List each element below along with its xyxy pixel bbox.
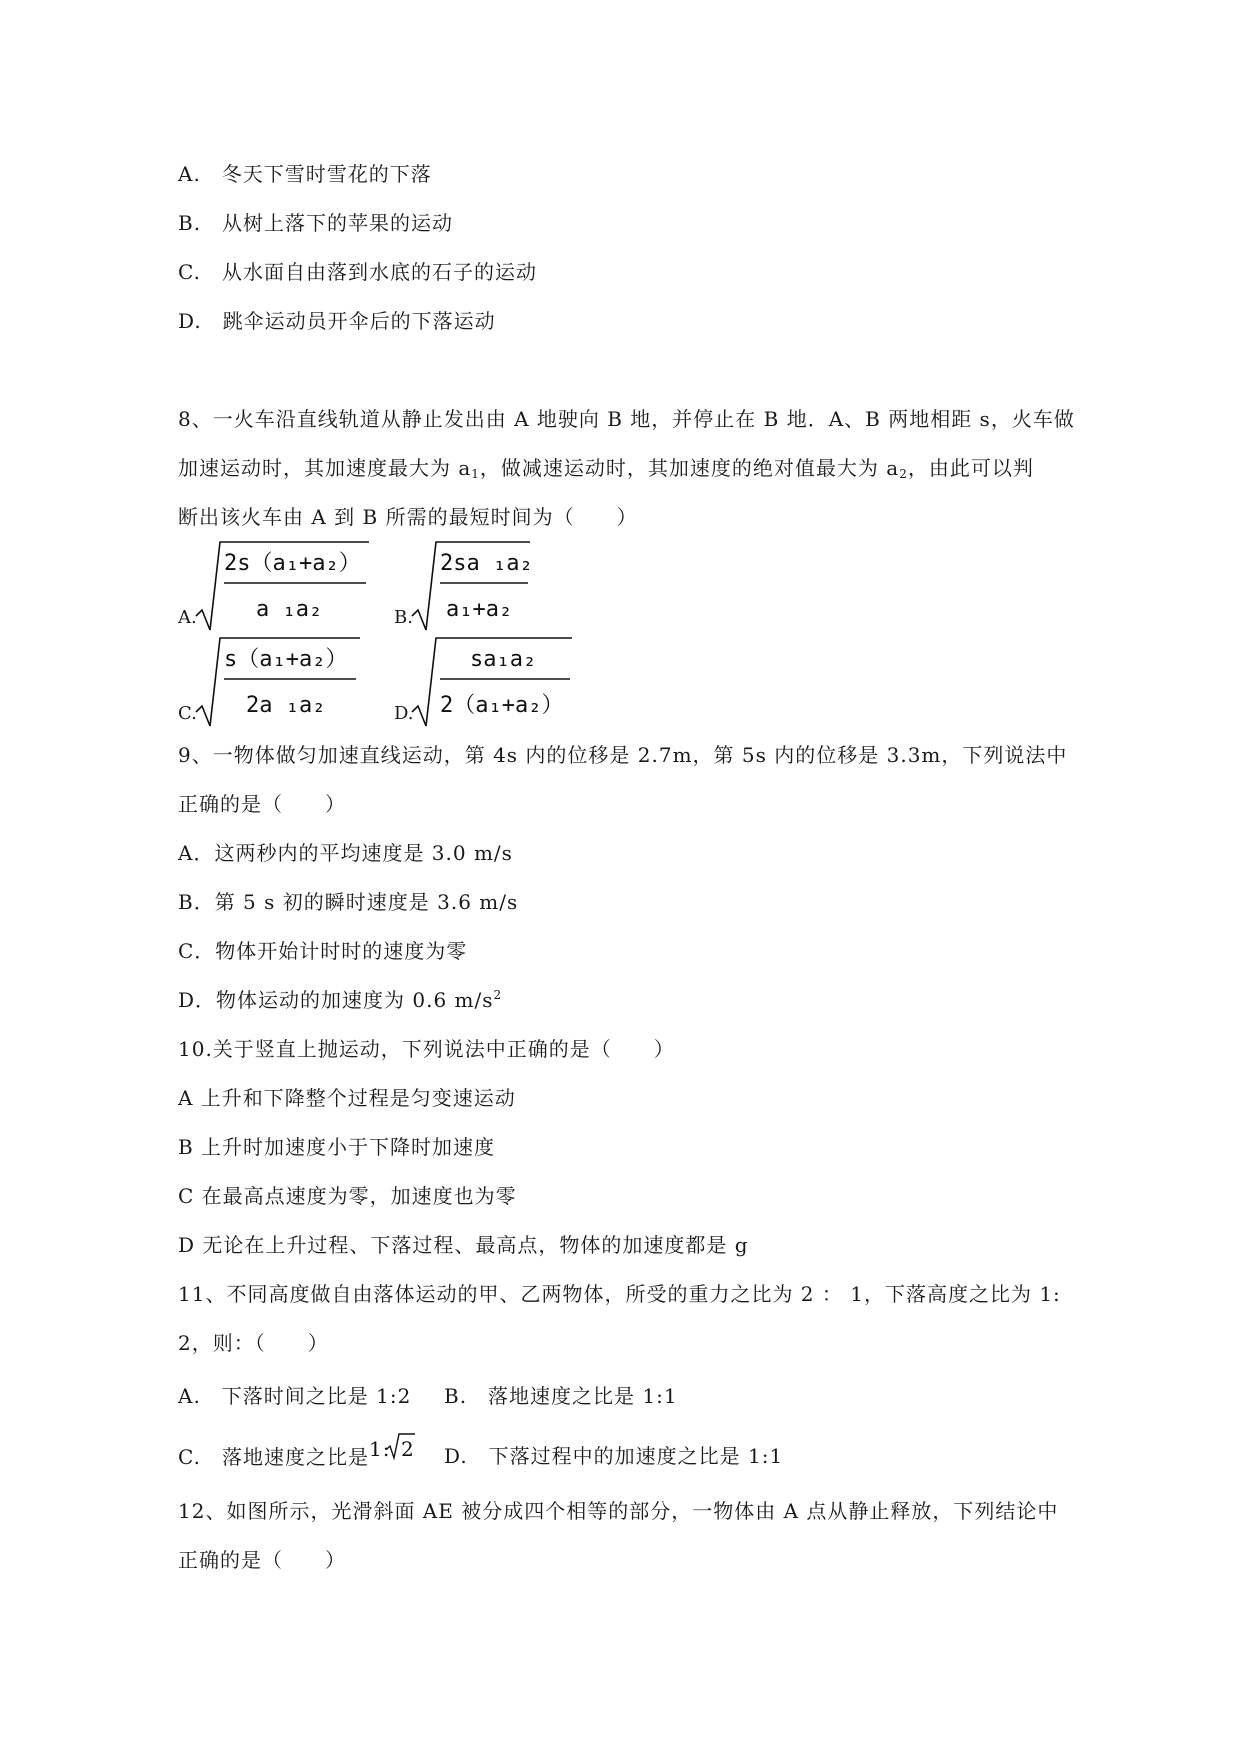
q9-option-d: D．物体运动的加速度为 0.6 $m/s^2$ [178,988,503,1012]
q9-option-b: B．第 5 s 初的瞬时速度是 3.6 m/s [178,890,519,914]
q11-sqrt-formula [369,1430,417,1464]
q11-stem-line1: 11、不同高度做自由落体运动的甲、乙两物体，所受的重力之比为 2 ： 1，下落高度之比为 1: [178,1282,1061,1306]
svg-text:2a ₁a₂: 2a ₁a₂ [246,693,326,718]
q12-stem-line2: 正确的是（ ） [178,1548,346,1572]
q11-option-b: B. 落地速度之比是 1:1 [444,1384,678,1408]
q11-stem-line2: 2，则：（ ） [178,1331,329,1355]
svg-text:s（a₁+a₂）: s（a₁+a₂） [224,647,348,672]
q8-option-b-formula [410,538,535,634]
q8-option-a-formula [194,538,374,634]
svg-text:sa₁a₂: sa₁a₂ [470,647,537,672]
svg-text:2sa ₁a₂: 2sa ₁a₂ [440,551,533,576]
svg-text:2（a₁+a₂）: 2（a₁+a₂） [440,693,564,718]
svg-text:a ₁a₂: a ₁a₂ [256,597,323,622]
q7-option-b: B. 从树上落下的苹果的运动 [178,211,454,235]
q7-option-c: C. 从水面自由落到水底的石子的运动 [178,260,537,284]
q9-stem-line2: 正确的是（ ） [178,792,346,816]
q9-option-a: A．这两秒内的平均速度是 3.0 m/s [178,841,513,865]
q7-option-a: A. 冬天下雪时雪花的下落 [178,162,432,186]
q11-option-d: D. 下落过程中的加速度之比是 1:1 [444,1444,784,1468]
q8-option-d-formula [410,634,575,730]
q8-option-b-label: B. [394,607,413,628]
q8-option-c-formula [194,634,364,730]
q8-option-d-label: D. [394,703,414,724]
q12-stem-line1: 12、如图所示，光滑斜面 AE 被分成四个相等的部分，一物体由 A 点从静止释放，下列结论中 [178,1499,1059,1523]
svg-text:2s（a₁+a₂）: 2s（a₁+a₂） [224,551,361,576]
svg-text:2: 2 [400,1437,415,1461]
q8-option-a-label: A. [178,607,197,628]
q9-option-c: C．物体开始计时时的速度为零 [178,939,468,963]
q11-option-a: A. 下落时间之比是 1:2 [178,1384,412,1408]
q10-option-a: A 上升和下降整个过程是匀变速运动 [178,1086,516,1110]
q11-option-c: C. 落地速度之比是 1: 2 [178,1440,411,1470]
q8-stem-line2: 加速运动时，其加速度最大为 $a_1$，做减速运动时，其加速度的绝对值最大为 $a_2$，由此可以判 [178,456,1034,481]
q8-stem-line3: 断出该火车由 A 到 B 所需的最短时间为（ ） [178,505,638,529]
svg-text:1:: 1: [368,1437,391,1461]
q7-option-d: D. 跳伞运动员开伞后的下落运动 [178,309,496,333]
q10-option-c: C 在最高点速度为零，加速度也为零 [178,1184,517,1208]
q10-option-d: D 无论在上升过程、下落过程、最高点，物体的加速度都是 g [178,1233,749,1257]
svg-text:a₁+a₂: a₁+a₂ [446,597,513,622]
q8-option-c-label: C. [178,703,197,724]
q8-stem-line1: 8、一火车沿直线轨道从静止发出由 A 地驶向 B 地，并停止在 B 地．A、B 两地相距 s，火车做 [178,407,1075,431]
q10-option-b: B 上升时加速度小于下降时加速度 [178,1135,496,1159]
q10-stem: 10.关于竖直上抛运动，下列说法中正确的是（ ） [178,1037,675,1061]
q9-stem-line1: 9、一物体做匀加速直线运动，第 4s 内的位移是 2.7m，第 5s 内的位移是 3.3m，下列说法中 [178,743,1068,767]
